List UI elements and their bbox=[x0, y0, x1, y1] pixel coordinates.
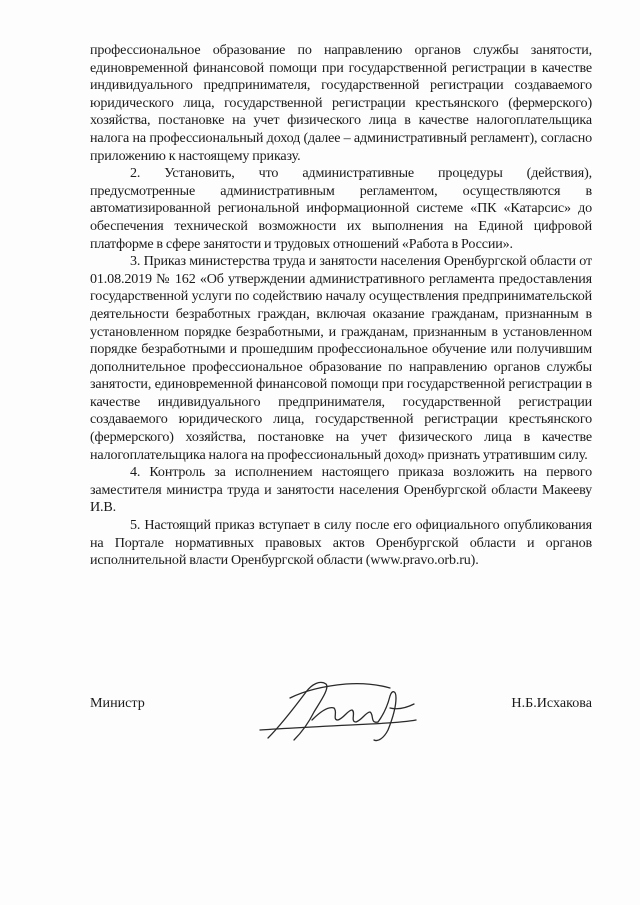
paragraph-1-continuation: профессиональное образование по направлению органов службы занятости, единовременной финансовой помощи при государственной регистрации в качестве индивидуального предпринимателя, государственной регистрации создаваемого юридического лица, государственной регистрации крестьянского (фермерского) хозяйства, постановке на учет физического лица в качестве налогоплательщика налога на профессиональный доход (далее – административный регламент), согласно приложению к настоящему приказу. bbox=[90, 42, 592, 164]
document-body bbox=[90, 42, 592, 570]
signatory-name: Н.Б.Исхакова bbox=[511, 695, 592, 711]
paragraph-3: 3. Приказ министерства труда и занятости населения Оренбургской области от 01.08.2019 № 162 «Об утверждении административного регламента предоставления государственной услуги по содействию началу осуществления предпринимательской деятельности безработных граждан, включая оказание гражданам, признанным в установленном порядке безработными, и гражданам, признанным в установленном порядке безработными и прошедшим профессиональное обучение или получившим дополнительное профессиональное образование по направлению органов службы занятости, единовременной финансовой помощи при государственной регистрации в качестве индивидуального предпринимателя, государственной регистрации создаваемого юридического лица, государственной регистрации крестьянского (фермерского) хозяйства, постановке на учет физического лица в качестве налогоплательщика налога на профессиональный доход» признать утратившим силу. bbox=[90, 253, 592, 463]
paragraph-5: 5. Настоящий приказ вступает в силу после его официального опубликования на Портале нормативных правовых актов Оренбургской области и органов исполнительной власти Оренбургской области (www.pravo.orb.ru). bbox=[90, 517, 592, 569]
handwritten-signature bbox=[250, 668, 420, 748]
signatory-title: Министр bbox=[90, 695, 145, 711]
paragraph-4: 4. Контроль за исполнением настоящего приказа возложить на первого заместителя министра труда и занятости населения Оренбургской области Макееву И.В. bbox=[90, 464, 592, 516]
paragraph-2: 2. Установить, что административные процедуры (действия), предусмотренные административным регламентом, осуществляются в автоматизированной региональной информационной системе «ПК «Катарсис» до обеспечения технической возможности их выполнения на Единой цифровой платформе в сфере занятости и трудовых отношений «Работа в России». bbox=[90, 165, 592, 252]
